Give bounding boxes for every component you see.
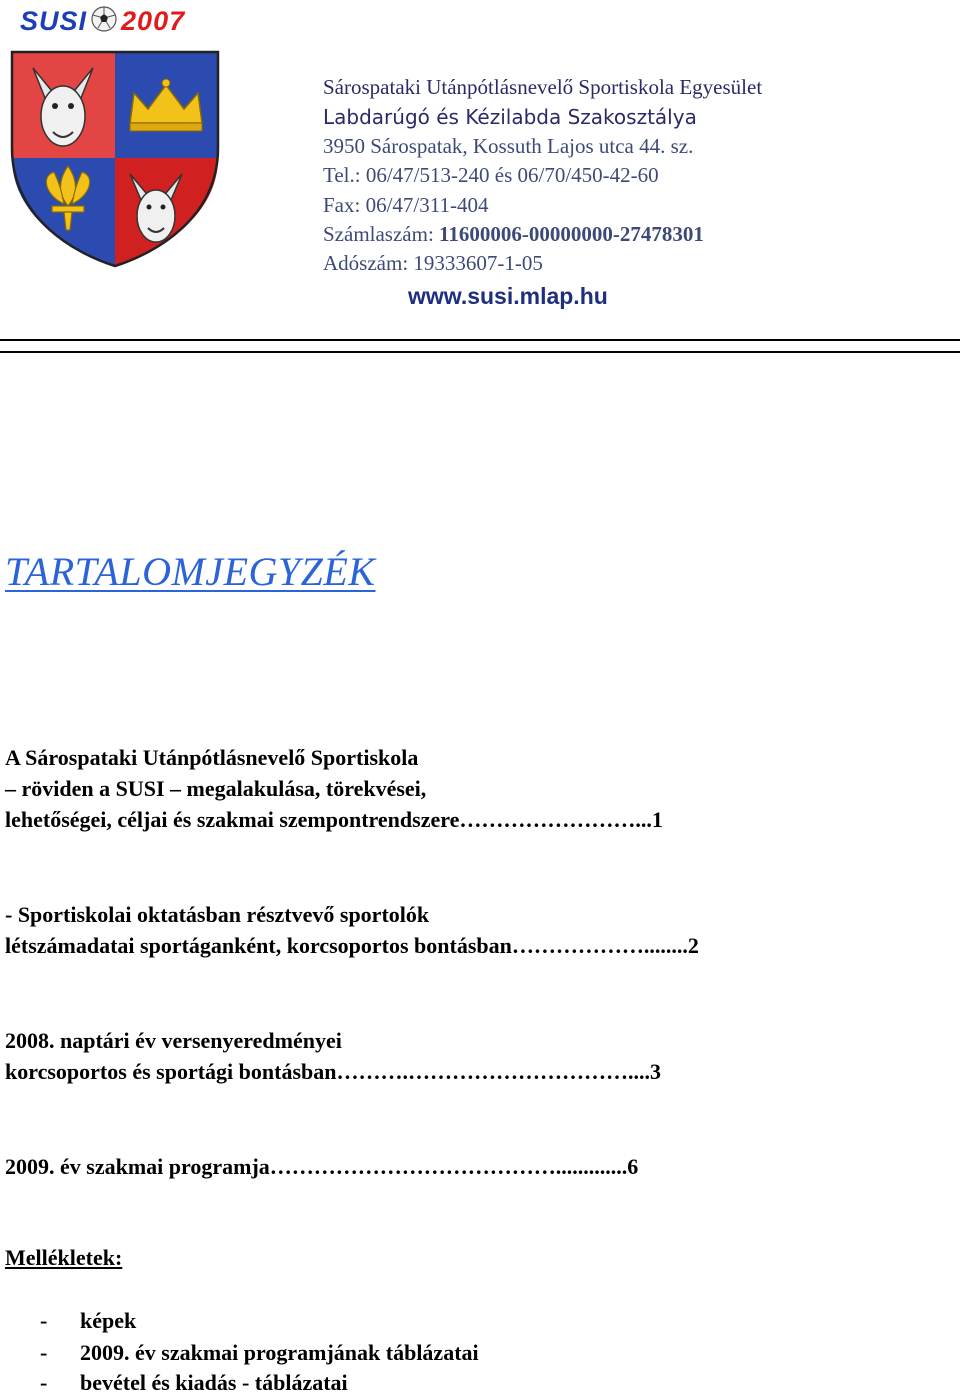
header-rule-top [0,339,960,341]
attachment-text: 2009. év szakmai programjának táblázatai [80,1340,479,1365]
department: Labdarúgó és Kézilabda Szakosztálya [323,105,697,129]
toc-entry[interactable] [5,1151,638,1182]
list-dash: - [40,1340,48,1365]
list-dash: - [40,1370,48,1395]
bank-number: 11600006-00000000-27478301 [439,222,704,246]
attachments-title: Mellékletek: [5,1245,123,1270]
logo-year: 2007 [121,6,186,36]
toc-title: TARTALOMJEGYZÉK [5,549,376,594]
attachment-text: bevétel és kiadás - táblázatai [80,1370,348,1395]
toc-entry-line: lehetőségei, céljai és szakmai szempontrendszere……………………...1 [5,807,663,832]
toc-entry[interactable] [5,899,699,961]
address: 3950 Sárospatak, Kossuth Lajos utca 44. sz. [323,134,694,158]
header-rule-bottom [0,351,960,353]
logo-name: SUSI [20,6,88,36]
bank-label: Számlaszám: [323,222,440,246]
attachment-item [40,1308,136,1334]
attachment-text: képek [80,1308,137,1333]
org-name: Sárospataki Utánpótlásnevelő Sportiskola Egyesület [323,75,763,99]
logo-wordmark [20,6,185,39]
telephone: Tel.: 06/47/513-240 és 06/70/450-42-60 [323,163,659,187]
toc-entry-line: 2008. naptári év versenyeredményei [5,1028,342,1053]
toc-entry-line: A Sárospataki Utánpótlásnevelő Sportiskola [5,745,419,770]
attachment-item [40,1370,348,1396]
toc-entry-line: - Sportiskolai oktatásban résztvevő sportolók [5,902,430,927]
toc-entry[interactable] [5,742,663,835]
club-crest [6,48,228,275]
toc-entry-line: – röviden a SUSI – megalakulása, törekvései, [5,776,427,801]
toc-entry-line: létszámadatai sportáganként, korcsoportos bontásban………………........2 [5,933,699,958]
attachment-item [40,1340,479,1366]
toc-entry[interactable] [5,1025,661,1087]
football-icon [91,6,117,39]
list-dash: - [40,1308,48,1333]
toc-entry-line: korcsoportos és sportági bontásban……….…………………………....3 [5,1059,661,1084]
toc-entry-line: 2009. év szakmai programja………………………………….............6 [5,1154,639,1179]
website-link[interactable]: www.susi.mlap.hu [408,283,608,309]
tax-number: Adószám: 19333607-1-05 [323,251,543,275]
fax: Fax: 06/47/311-404 [323,193,489,217]
bank-account [323,222,704,247]
